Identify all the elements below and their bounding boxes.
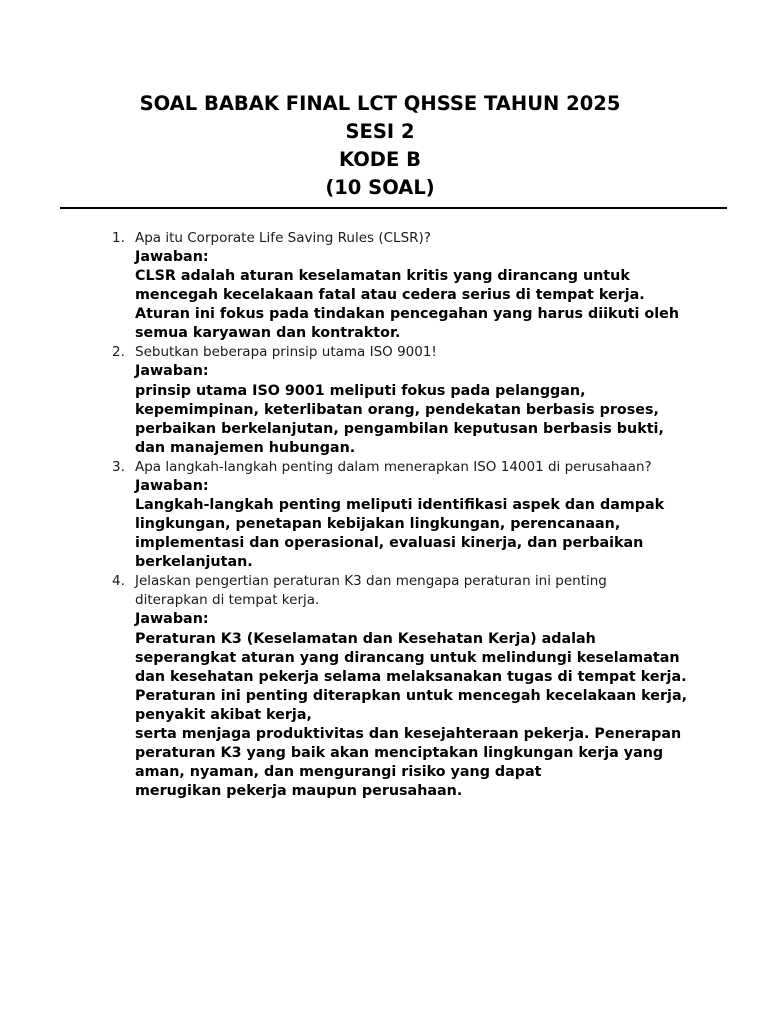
question-line: diterapkan di tempat kerja. — [135, 592, 320, 609]
question-count: (10 SOAL) — [325, 176, 435, 199]
answer-line: implementasi dan operasional, evaluasi kinerja, dan perbaikan — [135, 535, 644, 552]
answer-label: Jawaban: — [135, 249, 209, 265]
answer-text — [135, 382, 709, 458]
answer-text — [135, 267, 709, 343]
answer-line: Langkah-langkah penting meliputi identifikasi aspek dan dampak — [135, 497, 665, 514]
question-number: 3. — [112, 458, 125, 475]
answer-text — [135, 630, 709, 802]
question-item — [109, 229, 709, 343]
question-text — [135, 572, 709, 610]
answer-line: semua karyawan dan kontraktor. — [135, 325, 401, 342]
answer-line: seperangkat aturan yang dirancang untuk melindungi keselamatan — [135, 649, 680, 666]
answer-line: peraturan K3 yang baik akan menciptakan lingkungan kerja yang — [135, 745, 664, 762]
answer-label: Jawaban: — [135, 363, 209, 380]
answer-label: Jawaban: — [135, 477, 209, 494]
question-list — [109, 229, 709, 801]
document-title: SOAL BABAK FINAL LCT QHSSE TAHUN 2025 — [139, 92, 621, 115]
question-line: Apa itu Corporate Life Saving Rules (CLSR)? — [135, 230, 431, 246]
answer-label: Jawaban: — [135, 611, 209, 628]
answer-line: dan manajemen hubungan. — [135, 439, 356, 456]
question-text — [135, 343, 709, 362]
answer-line: mencegah kecelakaan fatal atau cedera serius di tempat kerja. — [135, 287, 645, 304]
answer-line: serta menjaga produktivitas dan kesejahteraan pekerja. Penerapan — [135, 725, 682, 742]
question-text — [135, 229, 709, 248]
answer-line: merugikan pekerja maupun perusahaan. — [135, 783, 463, 800]
document-header — [60, 90, 700, 202]
question-text — [135, 458, 709, 477]
answer-line: berkelanjutan. — [135, 554, 253, 571]
answer-line: CLSR adalah aturan keselamatan kritis yang dirancang untuk — [135, 268, 630, 285]
answer-line: aman, nyaman, dan mengurangi risiko yang dapat — [135, 764, 542, 781]
answer-line: Peraturan K3 (Keselamatan dan Kesehatan Kerja) adalah — [135, 630, 596, 647]
question-number: 1. — [112, 230, 125, 246]
question-item — [109, 572, 709, 801]
session-label: SESI 2 — [345, 120, 415, 143]
question-item — [109, 343, 709, 457]
answer-line: kepemimpinan, keterlibatan orang, pendekatan berbasis proses, — [135, 401, 659, 418]
answer-line: prinsip utama ISO 9001 meliputi fokus pada pelanggan, — [135, 382, 586, 399]
question-number: 2. — [112, 344, 125, 361]
answer-text — [135, 496, 709, 572]
header-divider — [60, 207, 727, 209]
question-item — [109, 458, 709, 572]
question-number: 4. — [112, 573, 125, 590]
code-label: KODE B — [339, 148, 421, 171]
answer-line: Peraturan ini penting diterapkan untuk mencegah kecelakaan kerja, — [135, 687, 688, 704]
question-line: Sebutkan beberapa prinsip utama ISO 9001! — [135, 344, 437, 361]
answer-line: Aturan ini fokus pada tindakan pencegahan yang harus diikuti oleh — [135, 306, 680, 323]
answer-line: dan kesehatan pekerja selama melaksanakan tugas di tempat kerja. — [135, 668, 687, 685]
answer-line: penyakit akibat kerja, — [135, 706, 312, 723]
answer-line: lingkungan, penetapan kebijakan lingkungan, perencanaan, — [135, 516, 621, 533]
question-line: Apa langkah-langkah penting dalam menerapkan ISO 14001 di perusahaan? — [135, 458, 652, 475]
question-line: Jelaskan pengertian peraturan K3 dan mengapa peraturan ini penting — [135, 573, 607, 590]
answer-line: perbaikan berkelanjutan, pengambilan keputusan berbasis bukti, — [135, 420, 664, 437]
